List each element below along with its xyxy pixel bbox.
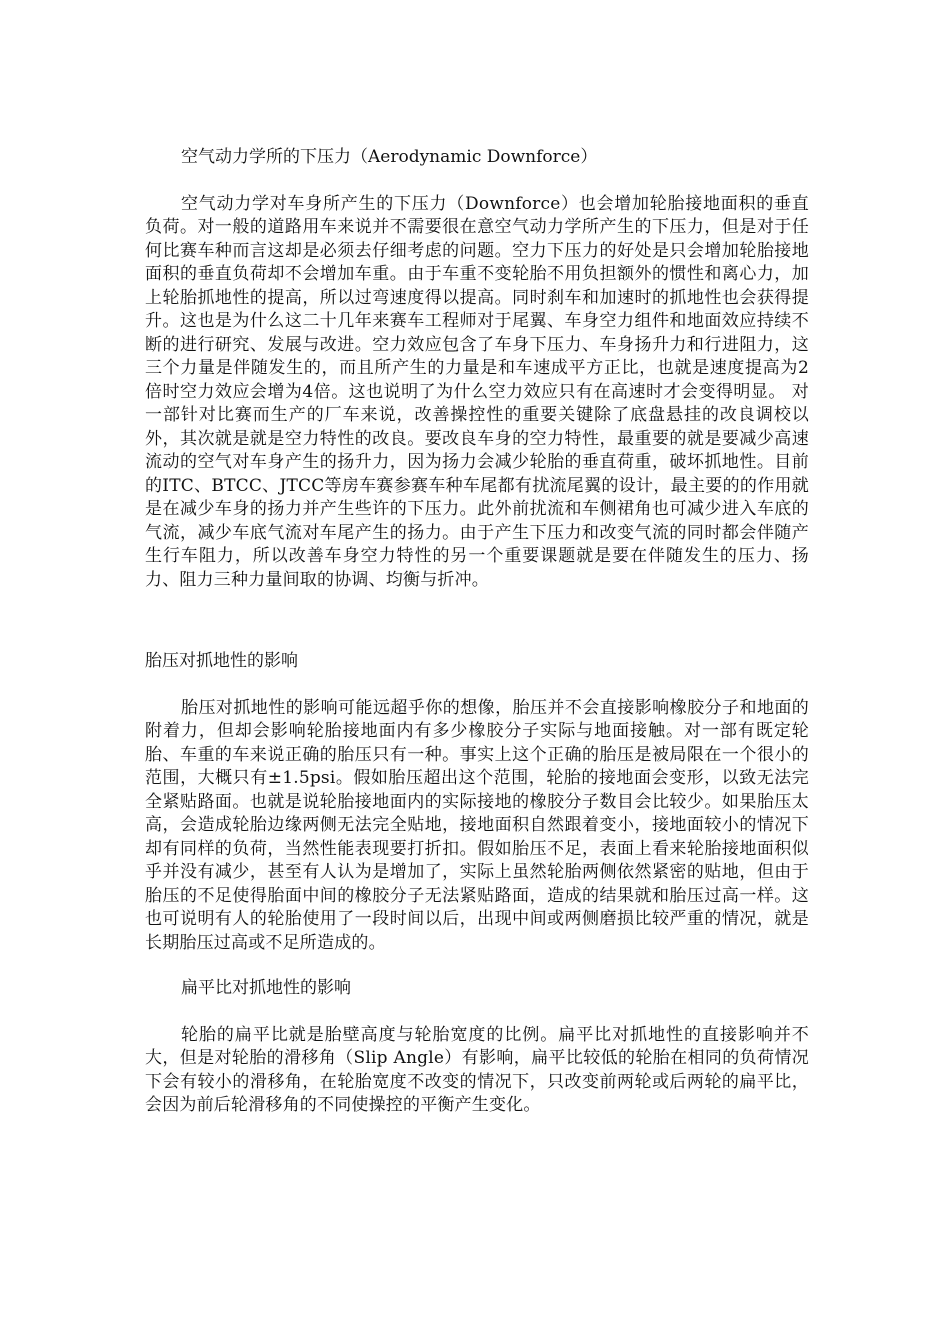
paragraph-aerodynamic-downforce: 空气动力学对车身所产生的下压力（Downforce）也会增加轮胎接地面积的垂直负荷。对一般的道路用车来说并不需要很在意空气动力学所产生的下压力，但是对于任何比赛车种而言这却是必须去仔细考虑的问题。空力下压力的好处是只会增加轮胎接地面积的垂直负荷却不会增加车重。由于车重不变轮胎不用负担额外的惯性和离心力，加上轮胎抓地性的提高，所以过弯速度得以提高。同时刹车和加速时的抓地性也会获得提升。这也是为什么这二十几年来赛车工程师对于尾翼、车身空力组件和地面效应持续不断的进行研究、发展与改进。空力效应包含了车身下压力、车身扬升力和行进阻力，这三个力量是伴随发生的，而且所产生的力量是和车速成平方正比，也就是速度提高为2倍时空力效应会增为4倍。这也说明了为什么空力效应只有在高速时才会变得明显。 对一部针对比赛而生产的厂车来说，改善操控性的重要关键除了底盘悬挂的改良调校以外，其次就是就是空力特性的改良。要改良车身的空力特性，最重要的就是要减少高速流动的空气对车身产生的扬升力，因为扬力会减少轮胎的垂直荷重，破坏抓地性。目前的ITC、BTCC、JTCC等房车赛参赛车种车尾都有扰流尾翼的设计，最主要的的作用就是在减少车身的扬力并产生些许的下压力。此外前扰流和车侧裙角也可减少进入车底的气流，减少车底气流对车尾产生的扬力。由于产生下压力和改变气流的同时都会伴随产生行车阻力，所以改善车身空力特性的另一个重要课题就是要在伴随发生的压力、扬力、阻力三种力量间取的协调、均衡与折冲。 [145, 193, 809, 590]
paragraph-tire-pressure: 胎压对抓地性的影响可能远超乎你的想像，胎压并不会直接影响橡胶分子和地面的附着力，但却会影响轮胎接地面内有多少橡胶分子实际与地面接触。对一部有既定轮胎、车重的车来说正确的胎压只有一种。事实上这个正确的胎压是被局限在一个很小的范围，大概只有±1.5psi。假如胎压超出这个范围，轮胎的接地面会变形，以致无法完全紧贴路面。也就是说轮胎接地面内的实际接地的橡胶分子数目会比较少。如果胎压太高，会造成轮胎边缘两侧无法完全贴地，接地面积自然跟着变小，接地面较小的情况下却有同样的负荷，当然性能表现要打折扣。假如胎压不足，表面上看来轮胎接地面积似乎并没有减少，甚至有人认为是增加了，实际上虽然轮胎两侧依然紧密的贴地，但由于胎压的不足使得胎面中间的橡胶分子无法紧贴路面，造成的结果就和胎压过高一样。这也可说明有人的轮胎使用了一段时间以后，出现中间或两侧磨损比较严重的情况，就是长期胎压过高或不足所造成的。 [145, 697, 809, 953]
document-page [145, 146, 809, 1118]
section-heading-aerodynamic-downforce: 空气动力学所的下压力（Aerodynamic Downforce） [181, 147, 598, 167]
section-heading-tire-pressure: 胎压对抓地性的影响 [145, 651, 298, 671]
section-heading-aspect-ratio: 扁平比对抓地性的影响 [181, 978, 351, 998]
paragraph-aspect-ratio: 轮胎的扁平比就是胎壁高度与轮胎宽度的比例。扁平比对抓地性的直接影响并不大，但是对轮胎的滑移角（Slip Angle）有影响，扁平比较低的轮胎在相同的负荷情况下会有较小的滑移角，在轮胎宽度不改变的情况下，只改变前两轮或后两轮的扁平比，会因为前后轮滑移角的不同使操控的平衡产生变化。 [145, 1024, 809, 1115]
